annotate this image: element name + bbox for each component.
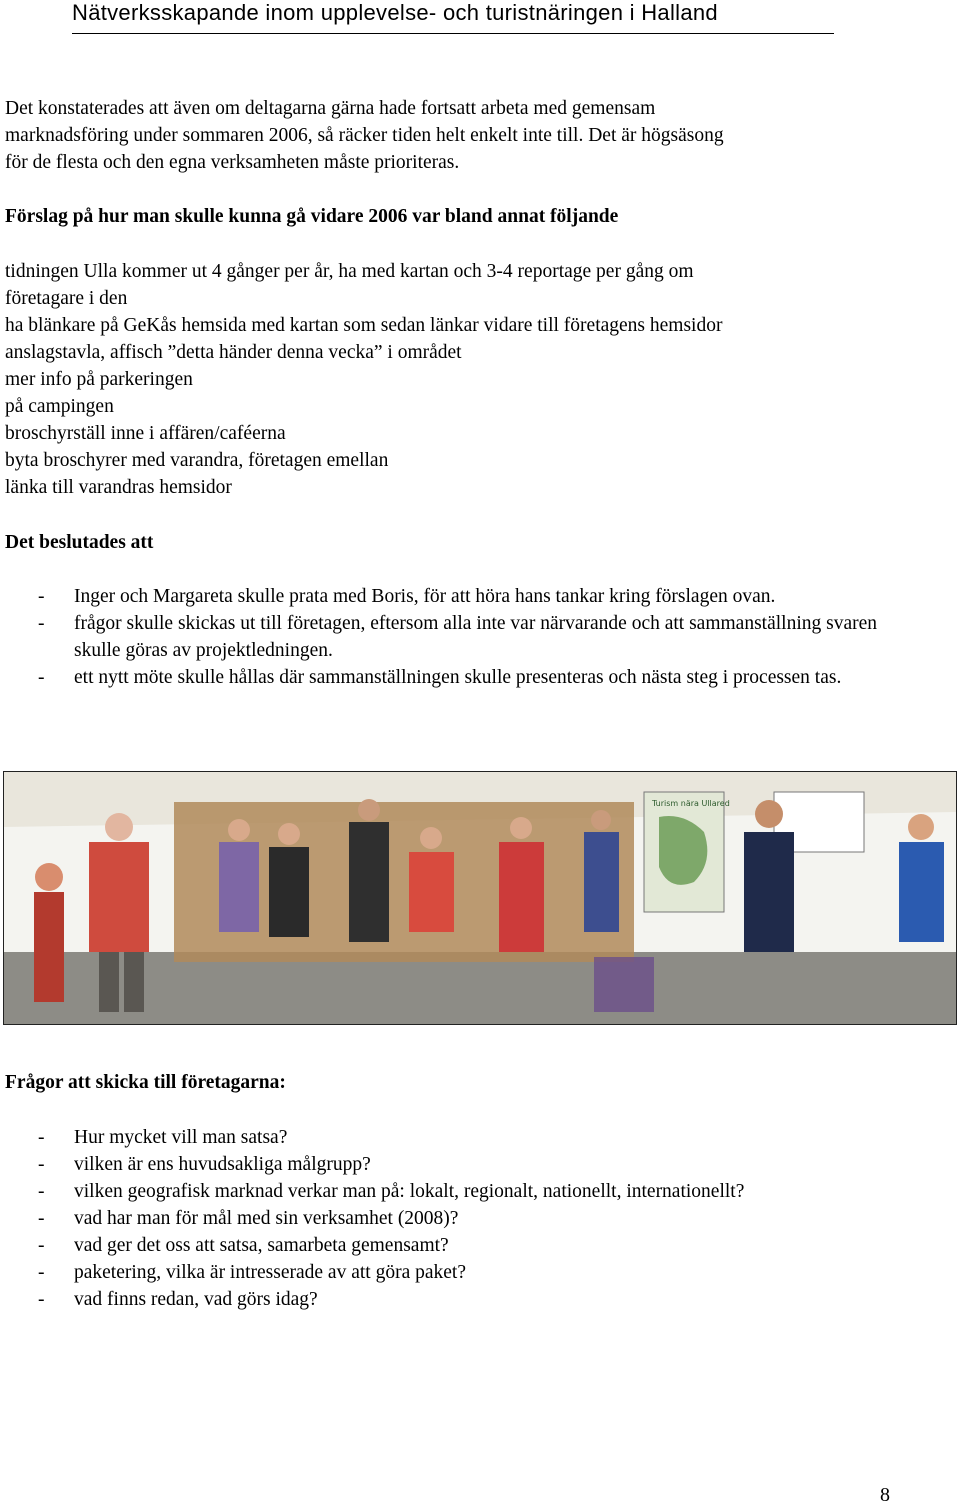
person-8-head [591,810,611,830]
person-7 [499,842,544,952]
person-2-leg [99,952,119,1012]
questions-heading: Frågor att skicka till företagarna: [5,1072,286,1093]
proposal-line: ha blänkare på GeKås hemsida med kartan som sedan länkar vidare till företagens hemsidor [5,315,723,336]
dash-bullet: - [38,1235,45,1256]
photo-ground [4,952,957,1025]
question-item [0,1232,900,1259]
question-item [0,1259,900,1286]
running-header [72,0,834,34]
person-6-head [420,827,442,849]
decision-text: Inger och Margareta skulle prata med Boris, för att höra hans tankar kring förslagen ovan. [74,586,776,607]
decisions-heading: Det beslutades att [5,532,154,553]
proposal-line: byta broschyrer med varandra, företagen emellan [5,450,389,471]
decision-item [0,664,880,691]
proposal-line: mer info på parkeringen [5,369,193,390]
question-item [0,1205,900,1232]
person-2 [89,842,149,952]
question-text: vad ger det oss att satsa, samarbeta gemensamt? [74,1235,449,1256]
decision-text: frågor skulle skickas ut till företagen, eftersom alla inte var närvarande och att sammanställning svaren skulle göras av projektledningen. [74,613,878,661]
header-title: Nätverksskapande inom upplevelse- och turistnäringen i Halland [72,0,718,25]
person-4-head [278,823,300,845]
question-item [0,1286,900,1313]
proposals-heading: Förslag på hur man skulle kunna gå vidare 2006 var bland annat följande [5,206,619,227]
intro-paragraph [5,95,915,176]
proposal-line: broschyrställ inne i affären/caféerna [5,423,286,444]
dash-bullet: - [38,1208,45,1229]
proposal-line: anslagstavla, affisch ”detta händer denna vecka” i området [5,342,462,363]
map-sign-title: Turism nära Ullared [652,799,730,808]
person-1 [34,892,64,1002]
person-5 [349,822,389,942]
person-9 [744,832,794,952]
proposals-list [5,258,905,501]
question-item [0,1151,900,1178]
person-6 [409,852,454,932]
decisions-list [0,583,880,691]
person-2-leg [124,952,144,1012]
decision-item [0,610,880,664]
proposal-line: företagare i den [5,288,128,309]
dash-bullet: - [38,667,45,688]
person-7-head [510,817,532,839]
questions-list [0,1124,900,1313]
person-4 [269,847,309,937]
intro-line: för de flesta och den egna verksamheten måste prioriteras. [5,152,460,173]
question-text: vilken geografisk marknad verkar man på: lokalt, regionalt, nationellt, internationellt? [74,1181,745,1202]
question-text: vad finns redan, vad görs idag? [74,1289,318,1310]
question-text: paketering, vilka är intresserade av att göra paket? [74,1262,466,1283]
page-number: 8 [880,1484,890,1506]
event-photo [3,771,957,1025]
dash-bullet: - [38,613,45,634]
event-photo-illustration [4,772,957,1025]
dash-bullet: - [38,1154,45,1175]
dash-bullet: - [38,1127,45,1148]
person-3 [219,842,259,932]
question-text: vad har man för mål med sin verksamhet (2008)? [74,1208,459,1229]
proposal-line: länka till varandras hemsidor [5,477,232,498]
person-5-head [358,799,380,821]
intro-line: Det konstaterades att även om deltagarna gärna hade fortsatt arbeta med gemensam [5,98,656,119]
person-2-head [105,813,133,841]
person-3-head [228,819,250,841]
proposal-line: på campingen [5,396,114,417]
person-10 [899,842,944,942]
person-9-head [755,800,783,828]
dash-bullet: - [38,1181,45,1202]
flower-bed [594,957,654,1012]
question-text: Hur mycket vill man satsa? [74,1127,288,1148]
decision-item [0,583,880,610]
question-text: vilken är ens huvudsakliga målgrupp? [74,1154,371,1175]
question-item [0,1178,900,1205]
dash-bullet: - [38,1262,45,1283]
question-item [0,1124,900,1151]
dash-bullet: - [38,586,45,607]
person-8 [584,832,619,932]
decision-text: ett nytt möte skulle hållas där sammanställningen skulle presenteras och nästa steg i processen tas. [74,667,842,688]
intro-line: marknadsföring under sommaren 2006, så räcker tiden helt enkelt inte till. Det är högsäsong [5,125,724,146]
person-1-head [35,863,63,891]
proposal-line: tidningen Ulla kommer ut 4 gånger per år, ha med kartan och 3-4 reportage per gång om [5,261,694,282]
dash-bullet: - [38,1289,45,1310]
person-10-head [908,814,934,840]
